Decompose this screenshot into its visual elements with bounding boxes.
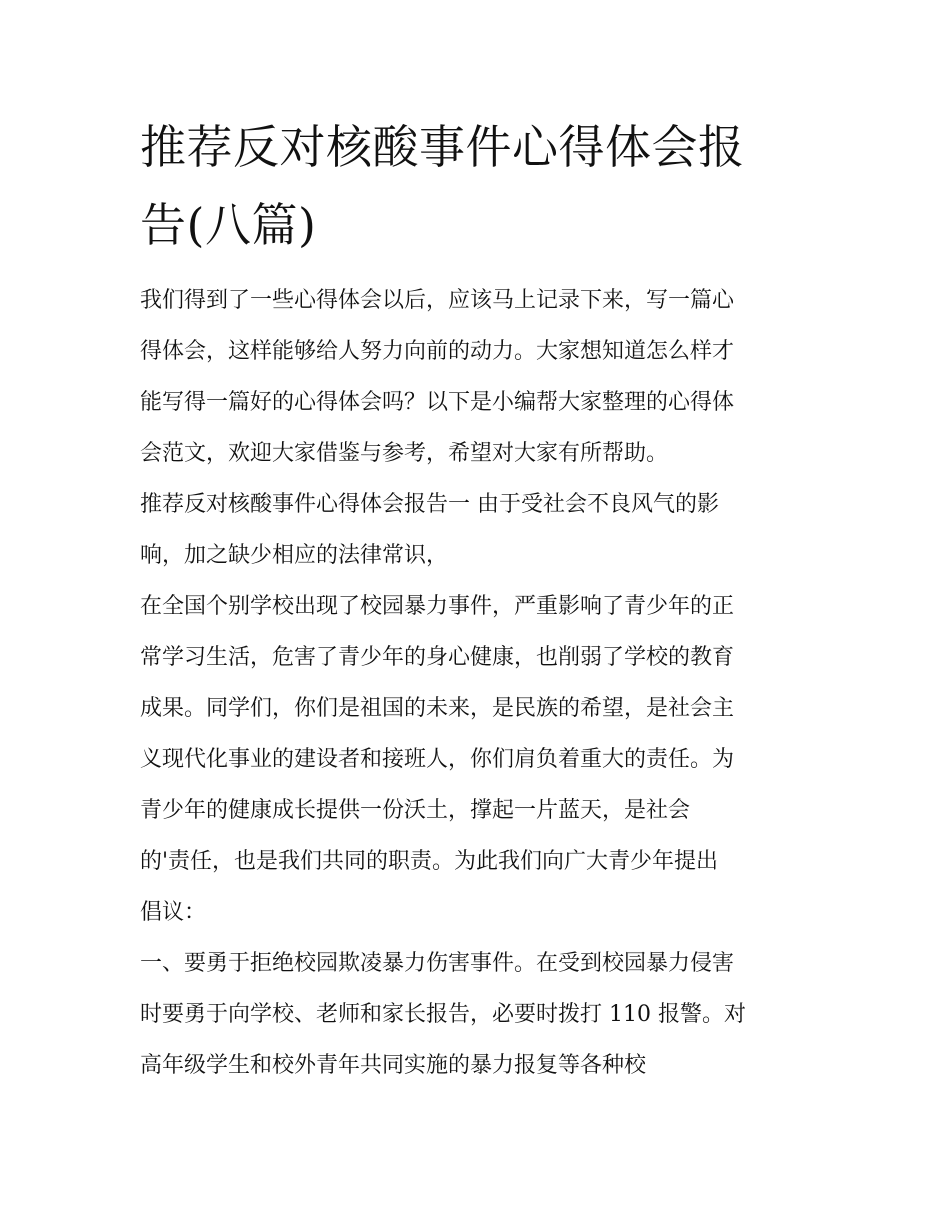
text-line: 倡议： [140, 900, 207, 925]
intro-paragraph [140, 275, 815, 479]
text-line: 常学习生活，危害了青少年的身心健康，也削弱了学校的教育 [140, 645, 735, 670]
document-title [140, 108, 820, 264]
body-paragraph-1 [140, 581, 815, 938]
body-paragraph-2 [140, 938, 815, 1091]
text-line: 青少年的健康成长提供一份沃土，撑起一片蓝天，是社会 [140, 798, 691, 823]
text-line: 得体会，这样能够给人努力向前的动力。大家想知道怎么样才 [140, 339, 735, 364]
section-heading-paragraph [140, 479, 815, 581]
text-line: 义现代化事业的建设者和接班人，你们肩负着重大的责任。为 [140, 747, 735, 772]
text-line: 时要勇于向学校、老师和家长报告，必要时拨打 110 报警。对 [140, 1002, 746, 1027]
title-line: 告(八篇) [140, 198, 317, 252]
text-line: 在全国个别学校出现了校园暴力事件，严重影响了青少年的正 [140, 594, 735, 619]
text-line: 的'责任，也是我们共同的职责。为此我们向广大青少年提出 [140, 849, 719, 874]
text-line: 会范文，欢迎大家借鉴与参考，希望对大家有所帮助。 [140, 441, 669, 466]
text-line: 成果。同学们，你们是祖国的未来，是民族的希望，是社会主 [140, 696, 735, 721]
text-line: 高年级学生和校外青年共同实施的暴力报复等各种校 [140, 1053, 647, 1078]
text-line: 响，加之缺少相应的法律常识， [140, 543, 449, 568]
title-line: 推荐反对核酸事件心得体会报 [140, 120, 745, 174]
text-line: 能写得一篇好的心得体会吗？以下是小编帮大家整理的心得体 [140, 390, 735, 415]
text-line: 一、要勇于拒绝校园欺凌暴力伤害事件。在受到校园暴力侵害 [140, 951, 735, 976]
text-line: 我们得到了一些心得体会以后，应该马上记录下来，写一篇心 [140, 288, 735, 313]
text-line: 推荐反对核酸事件心得体会报告一 由于受社会不良风气的影 [140, 492, 719, 517]
